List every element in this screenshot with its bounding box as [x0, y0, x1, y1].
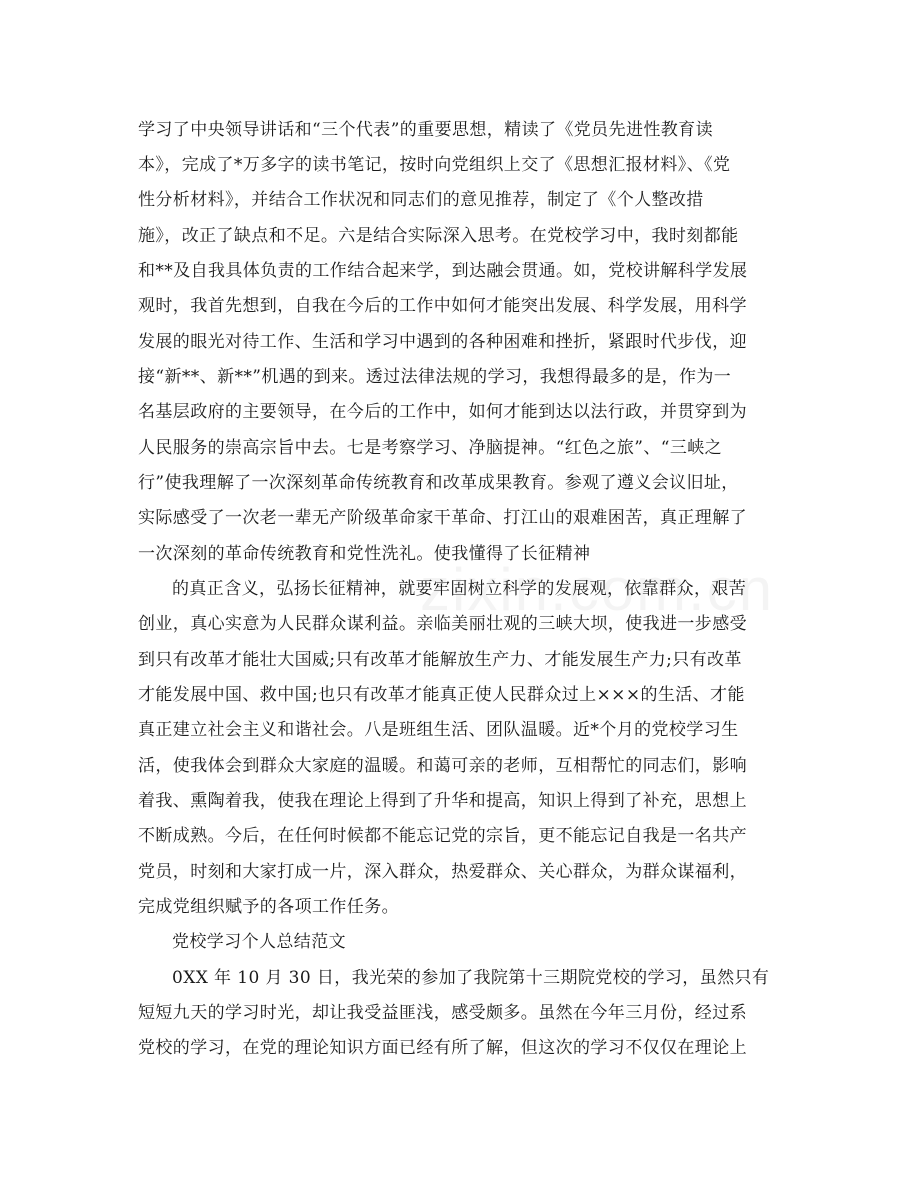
- text-line: 党员，时刻和大家打成一片，深入群众，热爱群众、关心群众，为群众谋福利，: [138, 862, 747, 882]
- text-line: 党校的学习，在党的理论知识方面已经有所了解，但这次的学习不仅仅在理论上: [138, 1038, 747, 1058]
- text-line: 接“新**、新**”机遇的到来。透过法律法规的学习，我想得最多的是，作为一: [138, 367, 732, 387]
- text-line: 才能发展中国、救中国;也只有改革才能真正使人民群众过上×××的生活、才能: [138, 685, 745, 705]
- text-line: 创业，真心实意为人民群众谋利益。亲临美丽壮观的三峡大坝，使我进一步感受: [138, 614, 747, 634]
- text-line: 观时，我首先想到，自我在今后的工作中如何才能突出发展、科学发展，用科学: [138, 296, 747, 316]
- text-line: 完成党组织赋予的各项工作任务。: [138, 897, 399, 917]
- text-line: 真正建立社会主义和谐社会。八是班组生活、团队温暖。近*个月的党校学习生: [138, 720, 739, 740]
- text-line: 不断成熟。今后，在任何时候都不能忘记党的宗旨，更不能忘记自我是一名共产: [138, 826, 747, 846]
- text-line: 的真正含义，弘扬长征精神，就要牢固树立科学的发展观，依靠群众，艰苦: [172, 579, 747, 599]
- text-line: 本》，完成了*万多字的读书笔记，按时向党组织上交了《思想汇报材料》、《党: [138, 155, 731, 175]
- text-line: 0XX 年 10 月 30 日，我光荣的参加了我院第十三期院党校的学习，虽然只有: [172, 968, 770, 988]
- text-line: 和**及自我具体负责的工作结合起来学，到达融会贯通。如，党校讲解科学发展: [138, 261, 748, 281]
- text-line: 施》，改正了缺点和不足。六是结合实际深入思考。在党校学习中，我时刻都能: [138, 226, 739, 246]
- text-line: 到只有改革才能壮大国威;只有改革才能解放生产力、才能发展生产力;只有改革: [138, 650, 742, 670]
- text-line: 实际感受了一次老一辈无产阶级革命家干革命、打江山的艰难困苦，真正理解了: [138, 508, 747, 528]
- text-line: 性分析材料》，并结合工作状况和同志们的意见推荐，制定了《个人整改措: [138, 190, 704, 210]
- section-heading: 党校学习个人总结范文: [172, 932, 346, 952]
- text-line: 行”使我理解了一次深刻革命传统教育和改革成果教育。参观了遵义会议旧址，: [138, 473, 739, 493]
- text-line: 学习了中央领导讲话和“三个代表”的重要思想，精读了《党员先进性教育读: [138, 120, 713, 140]
- text-line: 人民服务的崇高宗旨中去。七是考察学习、净脑提神。“红色之旅”、“三峡之: [138, 438, 723, 458]
- text-line: 活，使我体会到群众大家庭的温暖。和蔼可亲的老师，互相帮忙的同志们，影响: [138, 756, 747, 776]
- text-line: 发展的眼光对待工作、生活和学习中遇到的各种困难和挫折，紧跟时代步伐，迎: [138, 332, 747, 352]
- text-line: 着我、熏陶着我，使我在理论上得到了升华和提高，知识上得到了补充，思想上: [138, 791, 747, 811]
- text-line: 短短九天的学习时光，却让我受益匪浅，感受颇多。虽然在今年三月份，经过系: [138, 1003, 747, 1023]
- text-line: 一次深刻的革命传统教育和党性洗礼。使我懂得了长征精神: [138, 544, 591, 564]
- text-line: 名基层政府的主要领导，在今后的工作中，如何才能到达以法行政，并贯穿到为: [138, 402, 747, 422]
